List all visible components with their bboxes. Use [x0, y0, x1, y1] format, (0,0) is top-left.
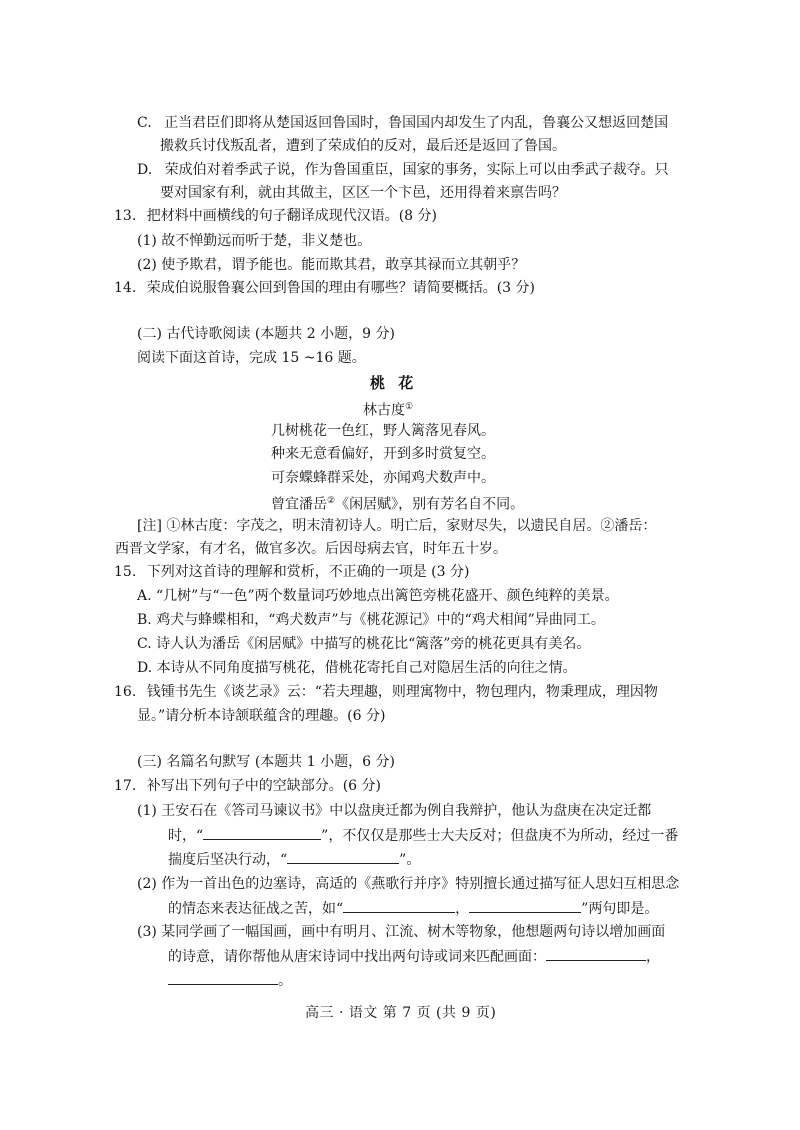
q17-item3-cont: 的诗意，请你帮他从唐宋诗词中找出两句诗或词来匹配画面： ，: [168, 945, 660, 969]
q17-item1-cont: 时，“ ”，不仅仅是那些士大夫反对；但盘庚不为所动，经过一番: [168, 824, 678, 848]
q17-item2: (2) 作为一首出色的边塞诗，高适的《燕歌行并序》特别擅长通过描写征人思妇互相思念: [137, 876, 680, 892]
q15-option-c: C. 诗人认为潘岳《闲居赋》中描写的桃花比“篱落”旁的桃花更具有美名。: [137, 636, 591, 652]
q12-option-c-cont: 搬救兵讨伐叛乱者，遭到了荣成伯的反对，最后还是返回了鲁国。: [160, 138, 566, 154]
question-text: 下列对这首诗的理解和赏析，不正确的一项是 (3 分): [146, 564, 470, 580]
q16-stem: [114, 681, 658, 704]
option-label: C.: [137, 115, 152, 131]
q13-sub2: (2) 使予欺君，谓予能也。能而欺其君，敢享其禄而立其朝乎？: [137, 257, 526, 273]
q17-item2-cont: 的情态来表达征战之苦，如“ ， ”两句即是。: [168, 897, 658, 921]
poem-note-1: [注] ①林古度：字茂之，明末清初诗人。明亡后，家财尽失，以遗民自居。②潘岳：: [137, 518, 657, 534]
section2-header: (二) 古代诗歌阅读 (本题共 2 小题，9 分): [137, 326, 395, 342]
q12-option-d: [137, 159, 669, 182]
q13-stem: [114, 205, 437, 228]
answer-blank[interactable]: [469, 897, 581, 913]
author-name: 林古度: [363, 402, 405, 419]
q12-option-c: [137, 112, 668, 135]
answer-blank[interactable]: [546, 945, 646, 961]
q16-stem-cont: 显。”请分析本诗颔联蕴含的理趣。(6 分): [137, 708, 386, 724]
question-number: 15.: [114, 564, 137, 580]
question-number: 17.: [114, 778, 137, 794]
poem-line-1: 几树桃花一色红，野人篱落见春风。: [271, 423, 495, 439]
question-text: 把材料中画横线的句子翻译成现代汉语。(8 分): [146, 208, 437, 224]
poem-line-2: 种来无意看偏好，开到多时赏复空。: [271, 446, 495, 462]
q17-item1: (1) 王安石在《答司马谏议书》中以盘庚迁都为例自我辩护，他认为盘庚在决定迁都: [137, 803, 652, 819]
q15-stem: [114, 561, 469, 584]
q12-option-d-cont: 要对国家有利，就由其做主，区区一个卞邑，还用得着来禀告吗？: [160, 185, 566, 201]
q13-sub1: (1) 故不惮勤远而听于楚，非义楚也。: [137, 233, 372, 249]
poem-note-2: 西晋文学家，有才名，做官多次。后因母病去官，时年五十岁。: [115, 541, 507, 557]
answer-blank[interactable]: [343, 897, 455, 913]
q15-option-a: A. “几树”与“一色”两个数量词巧妙地点出篱笆旁桃花盛开、颜色纯粹的美景。: [137, 588, 619, 604]
question-text: 荣成伯说服鲁襄公回到鲁国的理由有哪些？请简要概括。(3 分): [146, 280, 535, 296]
poem-title: 桃 花: [370, 374, 418, 392]
q15-option-d: D. 本诗从不同角度描写桃花，借桃花寄托自己对隐居生活的向往之情。: [137, 660, 577, 676]
q14-stem: [114, 277, 535, 300]
q17-item1-cont2: 揣度后坚决行动，“ ”。: [168, 848, 420, 872]
option-text: 正当君臣们即将从楚国返回鲁国时，鲁国国内却发生了内乱，鲁襄公又想返回楚国: [164, 115, 669, 131]
footnote-mark: ①: [405, 402, 414, 412]
question-text: 钱锺书先生《谈艺录》云：“若夫理趣，则理寓物中，物包理内，物秉理成，理因物: [146, 684, 658, 700]
q17-item3: (3) 某同学画了一幅国画，画中有明月、江流、树木等物象，他想题两句诗以增加画面: [137, 924, 666, 940]
q15-option-b: B. 鸡犬与蜂蝶相和，“鸡犬数声”与《桃花源记》中的“鸡犬相闻”异曲同工。: [137, 612, 605, 628]
option-label: D.: [137, 162, 153, 178]
footnote-mark: ②: [327, 496, 336, 506]
question-number: 16.: [114, 684, 137, 700]
poem-author: [363, 396, 413, 423]
option-text: 荣成伯对着季武子说，作为鲁国重臣，国家的事务，实际上可以由季武子裁夺。只: [164, 162, 669, 178]
section2-intro: 阅读下面这首诗，完成 15 ~16 题。: [137, 350, 366, 366]
section3-header: (三) 名篇名句默写 (本题共 1 小题，6 分): [137, 754, 395, 770]
answer-blank[interactable]: [168, 969, 278, 985]
question-text: 补写出下列句子中的空缺部分。(6 分): [146, 778, 381, 794]
poem-line-3: 可奈蝶蜂群采处，亦闻鸡犬数声中。: [271, 470, 495, 486]
answer-blank[interactable]: [203, 824, 321, 840]
question-number: 13.: [114, 208, 137, 224]
answer-blank[interactable]: [287, 848, 399, 864]
q17-item3-cont2: 。: [168, 969, 292, 993]
question-number: 14.: [114, 280, 137, 296]
poem-line-4: 曾宜潘岳②《闲居赋》，别有芳名自不同。: [271, 496, 525, 513]
q17-stem: [114, 775, 381, 798]
page-footer: 高三 · 语文 第 7 页 (共 9 页): [305, 1005, 497, 1021]
